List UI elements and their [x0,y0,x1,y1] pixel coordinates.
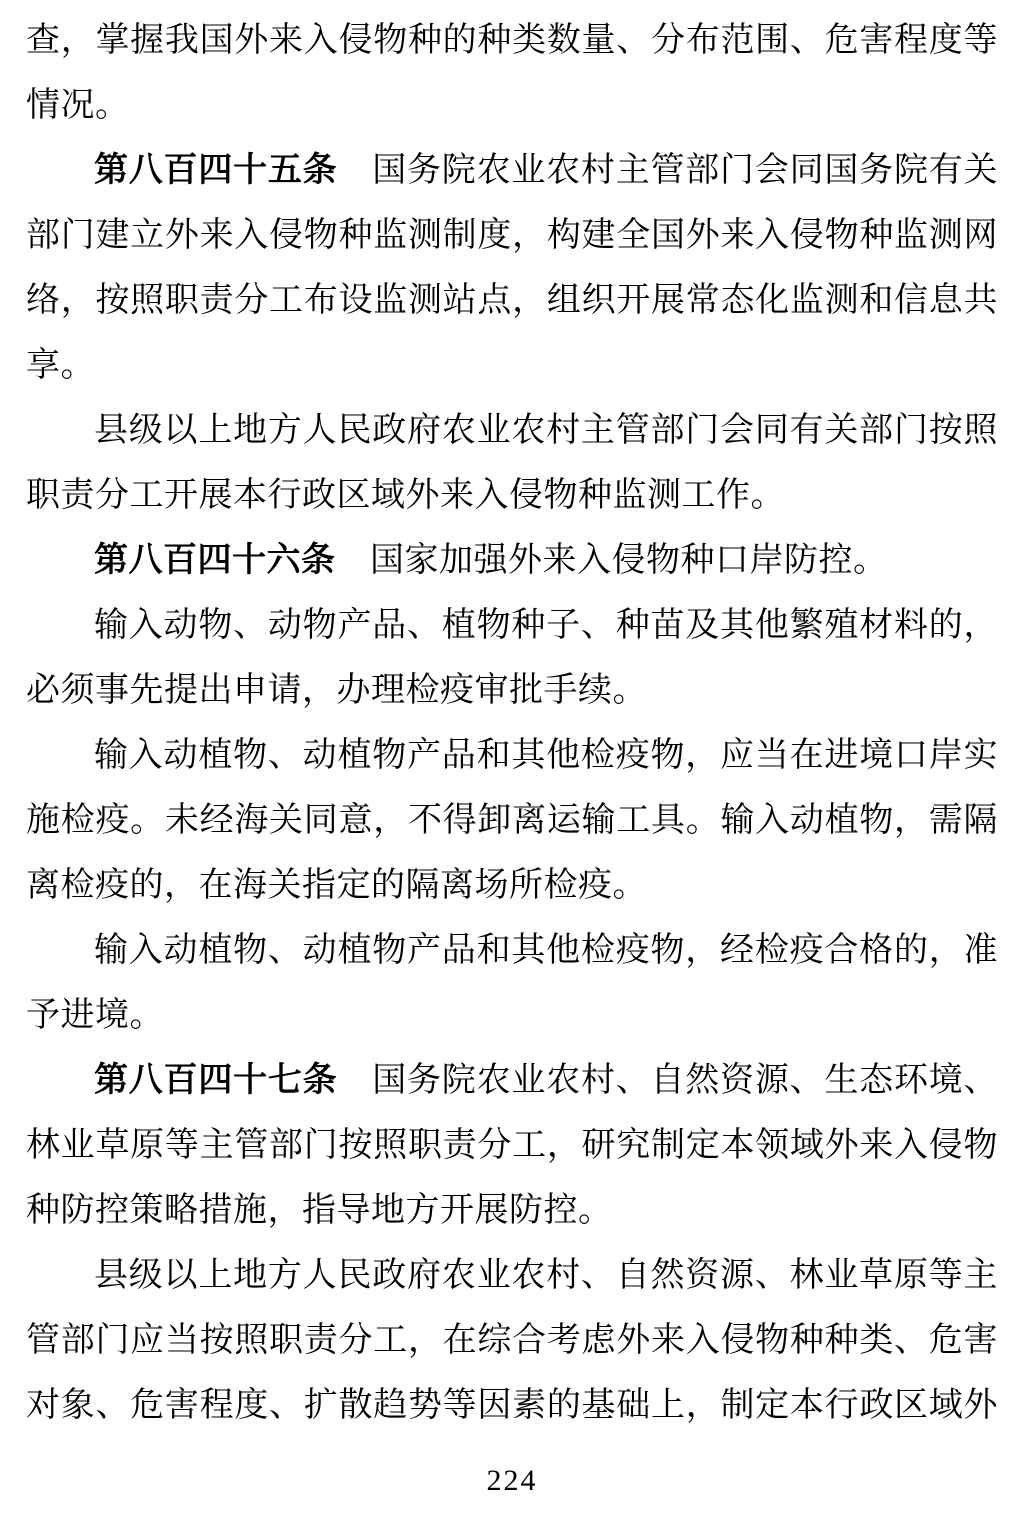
page-footer [26,1464,998,1498]
text-line: 络，按照职责分工布设监测站点，组织开展常态化监测和信息共 [26,282,998,319]
text-line: 情况。 [26,87,130,124]
page-number: 224 [486,1464,538,1497]
text-line: 第八百四十五条 国务院农业农村主管部门会同国务院有关 [94,151,998,189]
article-number: 第八百四十七条 [94,1061,338,1099]
article-number: 第八百四十六条 [94,541,336,579]
text-line: 第八百四十七条 国务院农业农村、自然资源、生态环境、 [94,1061,998,1099]
text-line: 林业草原等主管部门按照职责分工，研究制定本领域外来入侵物 [26,1127,998,1164]
text-line: 职责分工开展本行政区域外来入侵物种监测工作。 [26,477,785,514]
text-line: 查，掌握我国外来入侵物种的种类数量、分布范围、危害程度等 [26,22,998,59]
text-line: 必须事先提出申请，办理检疫审批手续。 [26,672,647,709]
text-line: 享。 [26,347,95,384]
text-line: 部门建立外来入侵物种监测制度，构建全国外来入侵物种监测网 [26,217,998,254]
text-line: 施检疫。未经海关同意，不得卸离运输工具。输入动植物，需隔 [26,802,998,839]
text-line: 管部门应当按照职责分工，在综合考虑外来入侵物种种类、危害 [26,1322,998,1359]
text-line: 县级以上地方人民政府农业农村主管部门会同有关部门按照 [94,412,998,449]
text-line: 输入动物、动物产品、植物种子、种苗及其他繁殖材料的， [94,607,998,644]
text-line: 对象、危害程度、扩散趋势等因素的基础上，制定本行政区域外 [26,1387,998,1424]
text-line: 离检疫的，在海关指定的隔离场所检疫。 [26,867,647,904]
text-line: 输入动植物、动植物产品和其他检疫物，经检疫合格的，准 [94,932,998,969]
text-line: 输入动植物、动植物产品和其他检疫物，应当在进境口岸实 [94,737,998,774]
article-number: 第八百四十五条 [94,151,338,189]
text-line: 种防控策略措施，指导地方开展防控。 [26,1192,613,1229]
text-line: 县级以上地方人民政府农业农村、自然资源、林业草原等主 [94,1257,998,1294]
text-line: 予进境。 [26,997,164,1034]
text-line: 第八百四十六条 国家加强外来入侵物种口岸防控。 [94,541,888,579]
page-body [26,8,998,1438]
